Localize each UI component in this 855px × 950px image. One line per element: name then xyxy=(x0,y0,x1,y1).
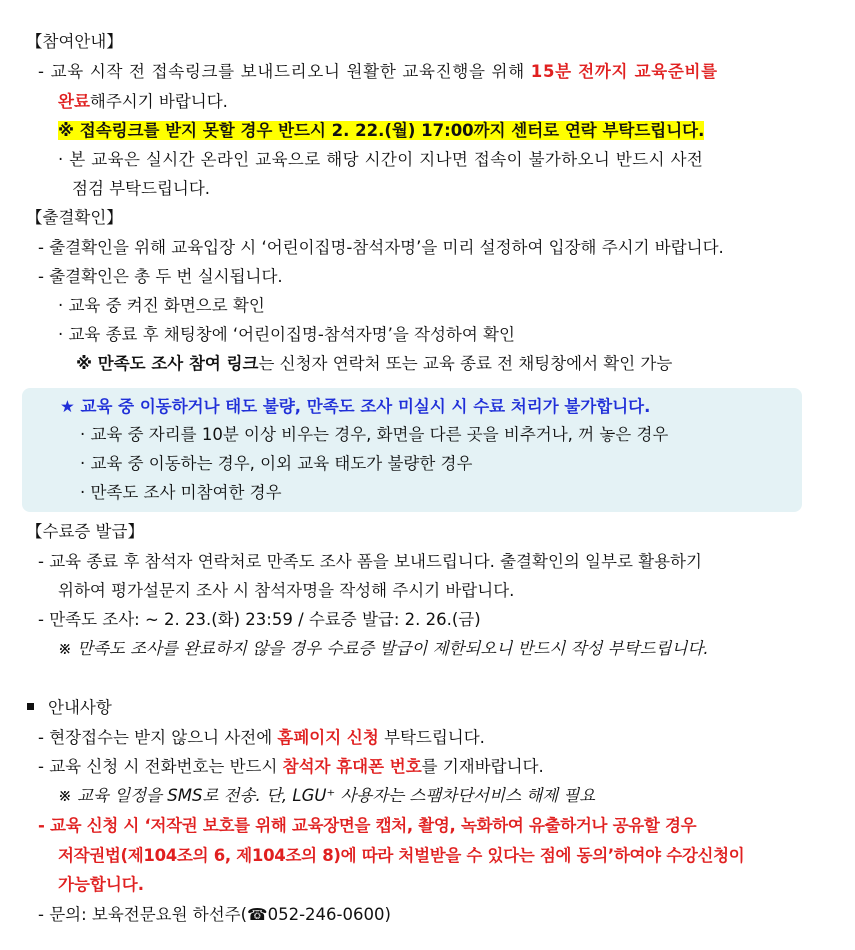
link-contact-notice: ※ 접속링크를 받지 못할 경우 반드시 2. 22.(월) 17:00까지 센터로 연락 부탁드립니다. xyxy=(58,121,705,140)
guidance-sms-note: ※ 교육 일정을 SMS로 전송. 단, LGU⁺ 사용자는 스팸차단서비스 해제 필요 xyxy=(58,786,596,805)
section-heading-guidance: 안내사항 xyxy=(48,698,112,717)
section-heading-certificate: 【수료증 발급】 xyxy=(26,522,144,541)
guidance-line-1: - 현장접수는 받지 않으니 사전에 홈페이지 신청 부탁드립니다. xyxy=(38,728,485,747)
copyright-line-1: - 교육 신청 시 ‘저작권 보호를 위해 교육장면을 캡처, 촬영, 녹화하여 유출하거나 공유할 경우 xyxy=(38,816,697,835)
attendance-line-5: ※ 만족도 조사 참여 링크는 신청자 연락처 또는 교육 종료 전 채팅창에서 확인 가능 xyxy=(76,354,673,373)
copyright-line-2: 저작권법(제104조의 6, 제104조의 8)에 따라 처벌받을 수 있다는 점에 동의’하여야 수강신청이 xyxy=(58,846,745,865)
highlight-prep-time: 15분 전까지 교육준비를 xyxy=(530,62,718,81)
participation-line-4: · 본 교육은 실시간 온라인 교육으로 해당 시간이 지나면 접속이 불가하오니 반드시 사전 xyxy=(58,150,704,169)
attendance-line-1: - 출결확인을 위해 교육입장 시 ‘어린이집명-참석자명’을 미리 설정하여 입장해 주시기 바랍니다. xyxy=(38,238,724,257)
highlight-homepage: 홈페이지 신청 xyxy=(277,728,379,747)
attendance-line-2: - 출결확인은 총 두 번 실시됩니다. xyxy=(38,267,283,286)
notice-item-3: · 만족도 조사 미참여한 경우 xyxy=(80,483,282,502)
section-heading-attendance: 【출결확인】 xyxy=(26,208,123,227)
participation-line-2: 완료해주시기 바랍니다. xyxy=(58,92,228,111)
certificate-note: ※ 만족도 조사를 완료하지 않을 경우 수료증 발급이 제한되오니 반드시 작성 부탁드립니다. xyxy=(58,639,709,658)
notice-title: ★ 교육 중 이동하거나 태도 불량, 만족도 조사 미실시 시 수료 처리가 불가합니다. xyxy=(60,397,651,416)
square-bullet-icon xyxy=(27,703,34,710)
attendance-line-4: · 교육 종료 후 채팅창에 ‘어린이집명-참석자명’을 작성하여 확인 xyxy=(58,325,515,344)
phone-icon: ☎ xyxy=(247,905,268,924)
contact-line: - 문의: 보육전문요원 하선주(☎052-246-0600) xyxy=(38,905,391,924)
section-heading-participation: 【참여안내】 xyxy=(26,32,123,51)
notice-item-1: · 교육 중 자리를 10분 이상 비우는 경우, 화면을 다른 곳을 비추거나, 꺼 놓은 경우 xyxy=(80,425,669,444)
participation-line-5: 점검 부탁드립니다. xyxy=(72,179,211,198)
certificate-line-1: - 교육 종료 후 참석자 연락처로 만족도 조사 폼을 보내드립니다. 출결확인의 일부로 활용하기 xyxy=(38,552,702,571)
copyright-line-3: 가능합니다. xyxy=(58,875,144,894)
certificate-line-2: 위하여 평가설문지 조사 시 참석자명을 작성해 주시기 바랍니다. xyxy=(58,581,515,600)
notice-item-2: · 교육 중 이동하는 경우, 이외 교육 태도가 불량한 경우 xyxy=(80,454,473,473)
participation-line-1: - 교육 시작 전 접속링크를 보내드리오니 원활한 교육진행을 위해 15분 전까지 교육준비를 xyxy=(38,62,718,81)
attendance-line-3: · 교육 중 켜진 화면으로 확인 xyxy=(58,296,265,315)
guidance-line-2: - 교육 신청 시 전화번호는 반드시 참석자 휴대폰 번호를 기재바랍니다. xyxy=(38,757,544,776)
highlight-phone: 참석자 휴대폰 번호 xyxy=(282,757,422,776)
certificate-line-3: - 만족도 조사: ~ 2. 23.(화) 23:59 / 수료증 발급: 2. 26.(금) xyxy=(38,610,481,629)
